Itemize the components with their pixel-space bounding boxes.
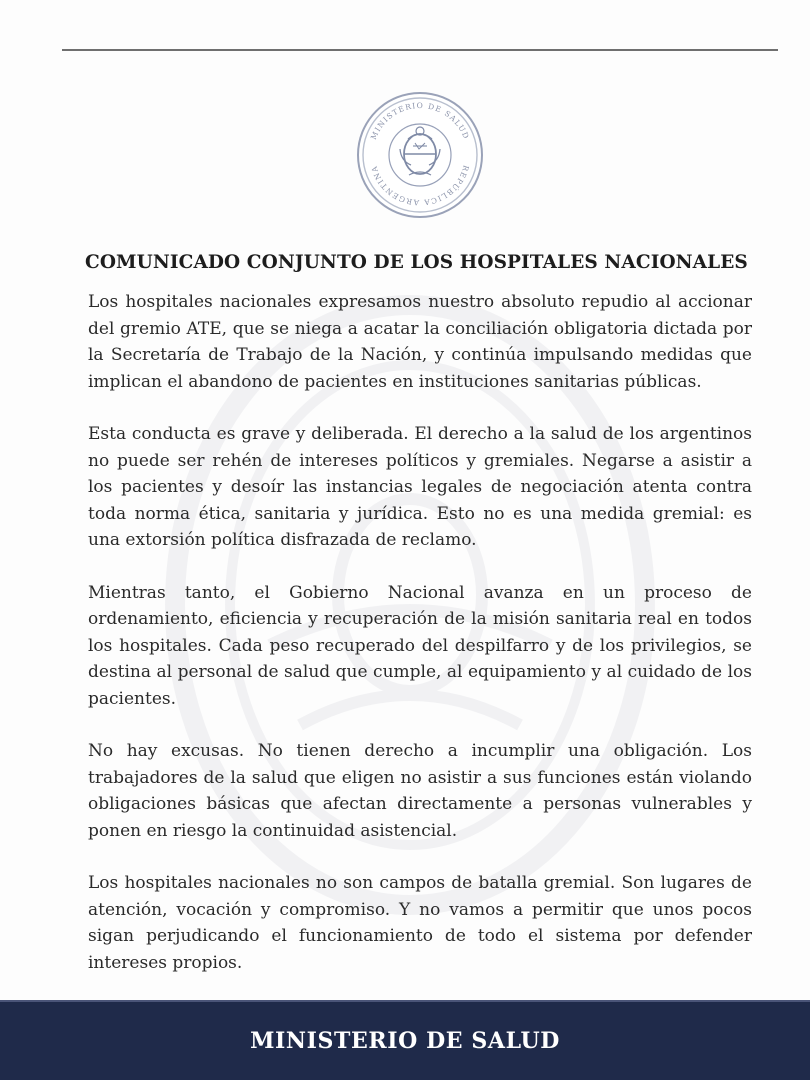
paragraph-2: Esta conducta es grave y deliberada. El derecho a la salud de los argentinos no puede ser rehén de intereses políticos y gremiales. Negarse a asistir a los pacientes y desoír las instancias legales de negociación atenta contra toda norma ética, sanitaria y jurídica. Esto no es una medida gremial: es una extorsión política disfrazada de reclamo.: [88, 424, 752, 550]
paragraph-3: Mientras tanto, el Gobierno Nacional avanza en un proceso de ordenamiento, eficiencia y recuperación de la misión sanitaria real en todos los hospitales. Cada peso recuperado del despilfarro y de los privilegios, se destina al personal de salud que cumple, al equipamiento y al cuidado de los pacientes.: [88, 582, 752, 709]
seal-bottom-text: REPÚBLICA ARGENTINA: [369, 164, 471, 208]
paragraph-4: No hay excusas. No tienen derecho a incumplir una obligación. Los trabajadores de la salud que eligen no asistir a sus funciones están violando obligaciones básicas que afectan directamente a personas vulnerables y ponen en riesgo la continuidad asistencial.: [88, 741, 752, 841]
paragraph-5: Los hospitales nacionales no son campos de batalla gremial. Son lugares de atención, vocación y compromiso. Y no vamos a permitir que unos pocos sigan perjudicando el funcionamiento de todo el sistema por defender intereses propios.: [88, 873, 752, 973]
paragraph-1: Los hospitales nacionales expresamos nuestro absoluto repudio al accionar del gremio ATE, que se niega a acatar la conciliación obligatoria dictada por la Secretaría de Trabajo de la Nación, y continúa impulsando medidas que implican el abandono de pacientes en instituciones sanitarias públicas.: [88, 292, 752, 392]
seal-top-text: MINISTERIO DE SALUD: [368, 100, 472, 141]
argentina-coat-of-arms-icon: [353, 88, 487, 222]
footer-label: MINISTERIO DE SALUD: [250, 1028, 560, 1054]
document-title: COMUNICADO CONJUNTO DE LOS HOSPITALES NACIONALES: [85, 252, 748, 273]
ministry-seal: [353, 88, 487, 222]
document-body: [88, 289, 752, 976]
top-divider: [62, 49, 778, 51]
